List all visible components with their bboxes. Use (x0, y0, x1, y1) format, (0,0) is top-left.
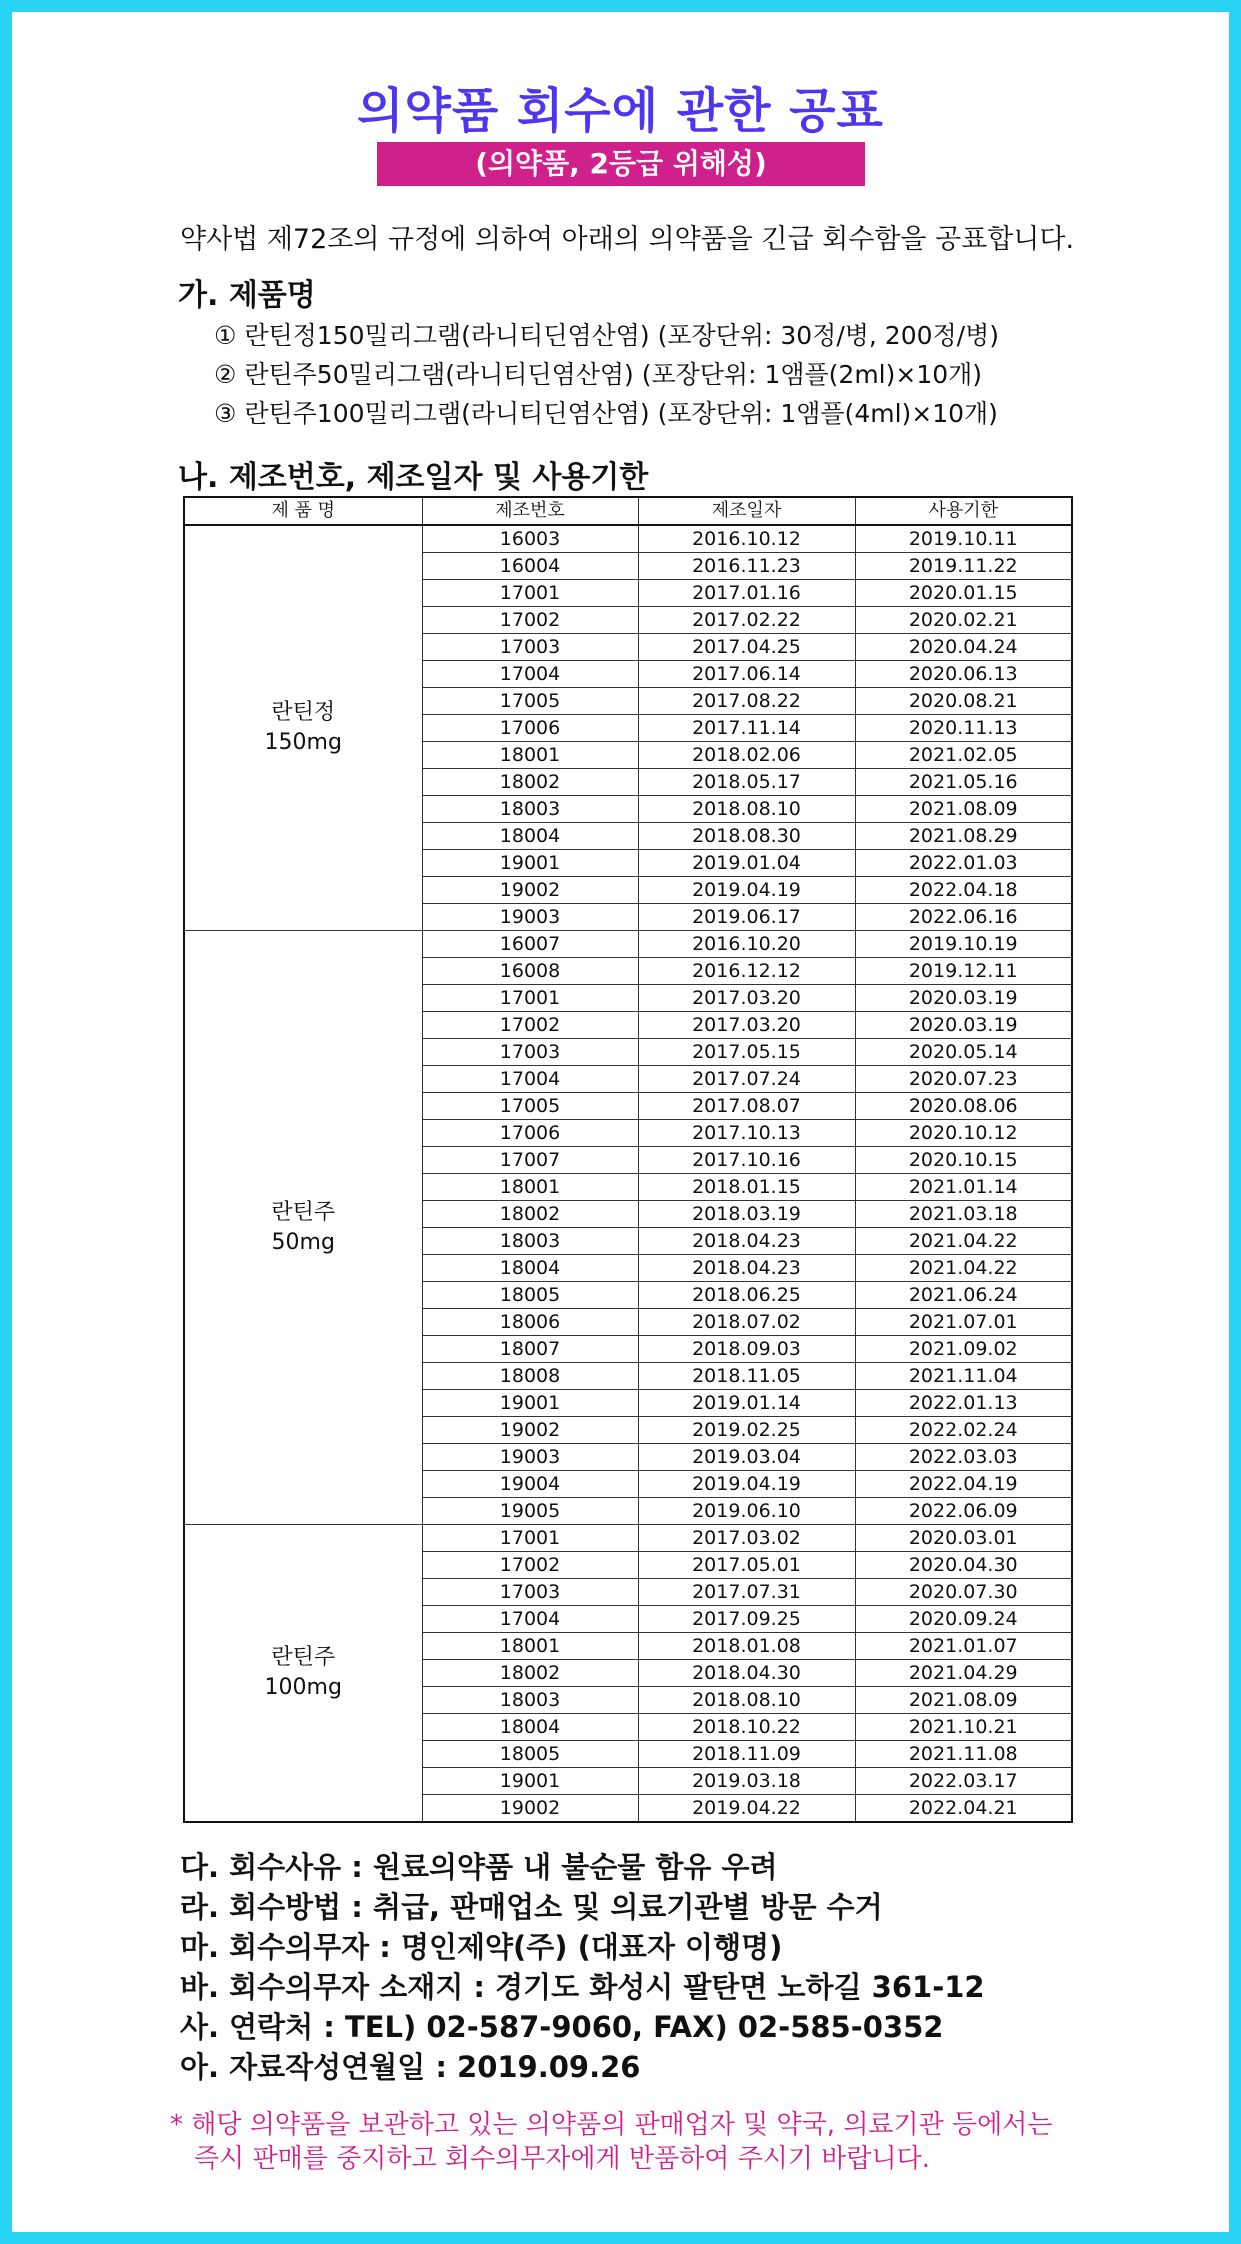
lot-number-cell: 18002 (422, 1201, 638, 1228)
expiry-date-cell: 2020.07.23 (855, 1066, 1072, 1093)
mfg-date-cell: 2017.08.22 (638, 688, 855, 715)
lot-number-cell: 18003 (422, 1687, 638, 1714)
expiry-date-cell: 2020.08.21 (855, 688, 1072, 715)
expiry-date-cell: 2021.02.05 (855, 742, 1072, 769)
lot-number-cell: 18003 (422, 1228, 638, 1255)
mfg-date-cell: 2017.05.15 (638, 1039, 855, 1066)
mfg-date-cell: 2017.07.24 (638, 1066, 855, 1093)
product-name-line2: 150mg (264, 730, 342, 755)
expiry-date-cell: 2020.03.19 (855, 1012, 1072, 1039)
lot-number-cell: 17002 (422, 1552, 638, 1579)
info-address: 바. 회수의무자 소재지 : 경기도 화성시 팔탄면 노하길 361-12 (180, 1970, 985, 2004)
expiry-date-cell: 2020.04.30 (855, 1552, 1072, 1579)
lot-number-cell: 18001 (422, 742, 638, 769)
lot-number-cell: 17004 (422, 1066, 638, 1093)
info-date: 아. 자료작성연월일 : 2019.09.26 (180, 2050, 641, 2084)
lot-number-cell: 17001 (422, 1525, 638, 1552)
mfg-date-cell: 2017.01.16 (638, 580, 855, 607)
lot-number-cell: 18004 (422, 1714, 638, 1741)
product-name-line1: 란틴주 (271, 1199, 336, 1225)
mfg-date-cell: 2018.08.10 (638, 796, 855, 823)
expiry-date-cell: 2021.10.21 (855, 1714, 1072, 1741)
lot-number-cell: 19002 (422, 877, 638, 904)
mfg-date-cell: 2017.06.14 (638, 661, 855, 688)
expiry-date-cell: 2021.08.09 (855, 796, 1072, 823)
expiry-date-cell: 2020.06.13 (855, 661, 1072, 688)
lot-number-cell: 18002 (422, 769, 638, 796)
mfg-date-cell: 2019.04.19 (638, 1471, 855, 1498)
lot-number-cell: 18004 (422, 1255, 638, 1282)
mfg-date-cell: 2019.03.18 (638, 1768, 855, 1795)
product-name-line1: 란틴주 (271, 1645, 336, 1670)
mfg-date-cell: 2019.04.19 (638, 877, 855, 904)
column-header-product: 제 품 명 (184, 497, 422, 525)
expiry-date-cell: 2022.04.18 (855, 877, 1072, 904)
product-item-1: ① 란틴정150밀리그램(라니티딘염산염) (포장단위: 30정/병, 200정/병) (214, 321, 999, 350)
expiry-date-cell: 2022.01.13 (855, 1390, 1072, 1417)
mfg-date-cell: 2017.11.14 (638, 715, 855, 742)
mfg-date-cell: 2017.10.16 (638, 1147, 855, 1174)
expiry-date-cell: 2019.11.22 (855, 553, 1072, 580)
mfg-date-cell: 2019.01.04 (638, 850, 855, 877)
lot-number-cell: 19001 (422, 1768, 638, 1795)
mfg-date-cell: 2018.02.06 (638, 742, 855, 769)
table-row (184, 1525, 1072, 1552)
lot-number-cell: 19001 (422, 850, 638, 877)
expiry-date-cell: 2021.11.08 (855, 1741, 1072, 1768)
column-header-mfg-date: 제조일자 (638, 497, 855, 525)
product-name-line2: 100mg (264, 1675, 342, 1700)
mfg-date-cell: 2017.08.07 (638, 1093, 855, 1120)
section-product-heading: 가. 제품명 (178, 278, 316, 313)
lot-number-cell: 19003 (422, 904, 638, 931)
expiry-date-cell: 2020.03.19 (855, 985, 1072, 1012)
lot-number-cell: 18001 (422, 1174, 638, 1201)
lot-number-cell: 17005 (422, 688, 638, 715)
expiry-date-cell: 2022.06.09 (855, 1498, 1072, 1525)
mfg-date-cell: 2017.02.22 (638, 607, 855, 634)
notice-line-1: * 해당 의약품을 보관하고 있는 의약품의 판매업자 및 약국, 의료기관 등에서는 (170, 2110, 1053, 2140)
mfg-date-cell: 2017.10.13 (638, 1120, 855, 1147)
lot-number-cell: 17006 (422, 1120, 638, 1147)
lot-number-cell: 17002 (422, 1012, 638, 1039)
lot-number-cell: 19004 (422, 1471, 638, 1498)
expiry-date-cell: 2019.10.11 (855, 525, 1072, 553)
page-title: 의약품 회수에 관한 공표 (357, 83, 884, 139)
lot-number-cell: 17004 (422, 661, 638, 688)
lot-number-cell: 18002 (422, 1660, 638, 1687)
expiry-date-cell: 2020.04.24 (855, 634, 1072, 661)
expiry-date-cell: 2020.01.15 (855, 580, 1072, 607)
expiry-date-cell: 2021.04.22 (855, 1228, 1072, 1255)
mfg-date-cell: 2018.07.02 (638, 1309, 855, 1336)
lot-number-cell: 17005 (422, 1093, 638, 1120)
lot-table-body (184, 525, 1072, 1822)
mfg-date-cell: 2017.04.25 (638, 634, 855, 661)
expiry-date-cell: 2022.04.21 (855, 1795, 1072, 1823)
mfg-date-cell: 2018.05.17 (638, 769, 855, 796)
product-name-cell (184, 931, 422, 1525)
lot-number-cell: 16007 (422, 931, 638, 958)
table-header-row (184, 497, 1072, 525)
table-row (184, 525, 1072, 553)
lot-number-cell: 17006 (422, 715, 638, 742)
lot-number-cell: 17003 (422, 634, 638, 661)
lot-number-cell: 18008 (422, 1363, 638, 1390)
lot-number-cell: 18005 (422, 1741, 638, 1768)
mfg-date-cell: 2017.09.25 (638, 1606, 855, 1633)
expiry-date-cell: 2022.02.24 (855, 1417, 1072, 1444)
intro-text: 약사법 제72조의 규정에 의하여 아래의 의약품을 긴급 회수함을 공표합니다. (180, 224, 1075, 255)
mfg-date-cell: 2018.03.19 (638, 1201, 855, 1228)
lot-number-cell: 18003 (422, 796, 638, 823)
notice-line-2: 즉시 판매를 중지하고 회수의무자에게 반품하여 주시기 바랍니다. (194, 2144, 930, 2174)
expiry-date-cell: 2019.10.19 (855, 931, 1072, 958)
mfg-date-cell: 2018.08.10 (638, 1687, 855, 1714)
mfg-date-cell: 2017.03.02 (638, 1525, 855, 1552)
mfg-date-cell: 2018.08.30 (638, 823, 855, 850)
lot-number-cell: 18004 (422, 823, 638, 850)
lot-number-cell: 19002 (422, 1417, 638, 1444)
lot-number-cell: 17004 (422, 1606, 638, 1633)
mfg-date-cell: 2018.04.23 (638, 1255, 855, 1282)
info-obligor: 마. 회수의무자 : 명인제약(주) (대표자 이행명) (180, 1930, 783, 1964)
expiry-date-cell: 2020.07.30 (855, 1579, 1072, 1606)
expiry-date-cell: 2021.07.01 (855, 1309, 1072, 1336)
lot-number-cell: 17001 (422, 985, 638, 1012)
mfg-date-cell: 2019.02.25 (638, 1417, 855, 1444)
lot-number-cell: 19001 (422, 1390, 638, 1417)
expiry-date-cell: 2021.08.29 (855, 823, 1072, 850)
lot-number-cell: 18006 (422, 1309, 638, 1336)
expiry-date-cell: 2021.04.22 (855, 1255, 1072, 1282)
info-reason: 다. 회수사유 : 원료의약품 내 불순물 함유 우려 (180, 1850, 778, 1884)
lot-number-cell: 19002 (422, 1795, 638, 1823)
product-name-line1: 란틴정 (271, 700, 336, 725)
expiry-date-cell: 2020.11.13 (855, 715, 1072, 742)
mfg-date-cell: 2016.11.23 (638, 553, 855, 580)
lot-number-cell: 16004 (422, 553, 638, 580)
lot-number-cell: 19003 (422, 1444, 638, 1471)
mfg-date-cell: 2019.04.22 (638, 1795, 855, 1823)
expiry-date-cell: 2020.02.21 (855, 607, 1072, 634)
mfg-date-cell: 2018.11.05 (638, 1363, 855, 1390)
lot-table (183, 496, 1073, 1823)
mfg-date-cell: 2019.01.14 (638, 1390, 855, 1417)
expiry-date-cell: 2020.05.14 (855, 1039, 1072, 1066)
mfg-date-cell: 2016.12.12 (638, 958, 855, 985)
mfg-date-cell: 2018.06.25 (638, 1282, 855, 1309)
expiry-date-cell: 2022.03.17 (855, 1768, 1072, 1795)
expiry-date-cell: 2021.01.07 (855, 1633, 1072, 1660)
info-contact: 사. 연락처 : TEL) 02-587-9060, FAX) 02-585-0352 (180, 2010, 944, 2044)
mfg-date-cell: 2017.07.31 (638, 1579, 855, 1606)
mfg-date-cell: 2019.06.10 (638, 1498, 855, 1525)
product-name-line2: 50mg (271, 1229, 335, 1255)
column-header-lot: 제조번호 (422, 497, 638, 525)
expiry-date-cell: 2020.03.01 (855, 1525, 1072, 1552)
mfg-date-cell: 2018.04.23 (638, 1228, 855, 1255)
product-name-cell (184, 1525, 422, 1823)
mfg-date-cell: 2018.11.09 (638, 1741, 855, 1768)
lot-number-cell: 17002 (422, 607, 638, 634)
expiry-date-cell: 2022.04.19 (855, 1471, 1072, 1498)
section-lot-heading: 나. 제조번호, 제조일자 및 사용기한 (178, 460, 649, 495)
mfg-date-cell: 2019.03.04 (638, 1444, 855, 1471)
lot-number-cell: 17007 (422, 1147, 638, 1174)
mfg-date-cell: 2017.05.01 (638, 1552, 855, 1579)
lot-number-cell: 18007 (422, 1336, 638, 1363)
lot-number-cell: 18005 (422, 1282, 638, 1309)
expiry-date-cell: 2019.12.11 (855, 958, 1072, 985)
expiry-date-cell: 2021.09.02 (855, 1336, 1072, 1363)
mfg-date-cell: 2017.03.20 (638, 1012, 855, 1039)
expiry-date-cell: 2021.01.14 (855, 1174, 1072, 1201)
expiry-date-cell: 2022.03.03 (855, 1444, 1072, 1471)
mfg-date-cell: 2016.10.12 (638, 525, 855, 553)
page-subtitle-badge: (의약품, 2등급 위해성) (377, 142, 865, 186)
mfg-date-cell: 2016.10.20 (638, 931, 855, 958)
expiry-date-cell: 2021.06.24 (855, 1282, 1072, 1309)
expiry-date-cell: 2021.03.18 (855, 1201, 1072, 1228)
expiry-date-cell: 2021.08.09 (855, 1687, 1072, 1714)
lot-number-cell: 19005 (422, 1498, 638, 1525)
column-header-expiry: 사용기한 (855, 497, 1072, 525)
expiry-date-cell: 2020.10.15 (855, 1147, 1072, 1174)
mfg-date-cell: 2017.03.20 (638, 985, 855, 1012)
product-name-cell (184, 525, 422, 931)
expiry-date-cell: 2021.04.29 (855, 1660, 1072, 1687)
expiry-date-cell: 2022.06.16 (855, 904, 1072, 931)
mfg-date-cell: 2018.09.03 (638, 1336, 855, 1363)
table-row (184, 931, 1072, 958)
mfg-date-cell: 2019.06.17 (638, 904, 855, 931)
mfg-date-cell: 2018.04.30 (638, 1660, 855, 1687)
mfg-date-cell: 2018.01.15 (638, 1174, 855, 1201)
expiry-date-cell: 2021.11.04 (855, 1363, 1072, 1390)
expiry-date-cell: 2020.08.06 (855, 1093, 1072, 1120)
product-item-3: ③ 란틴주100밀리그램(라니티딘염산염) (포장단위: 1앰플(4ml)×10개) (214, 399, 998, 428)
lot-number-cell: 17003 (422, 1579, 638, 1606)
expiry-date-cell: 2020.10.12 (855, 1120, 1072, 1147)
expiry-date-cell: 2020.09.24 (855, 1606, 1072, 1633)
lot-number-cell: 17003 (422, 1039, 638, 1066)
expiry-date-cell: 2021.05.16 (855, 769, 1072, 796)
product-item-2: ② 란틴주50밀리그램(라니티딘염산염) (포장단위: 1앰플(2ml)×10개) (214, 360, 983, 389)
lot-number-cell: 16008 (422, 958, 638, 985)
lot-number-cell: 18001 (422, 1633, 638, 1660)
mfg-date-cell: 2018.10.22 (638, 1714, 855, 1741)
lot-number-cell: 16003 (422, 525, 638, 553)
lot-number-cell: 17001 (422, 580, 638, 607)
info-method: 라. 회수방법 : 취급, 판매업소 및 의료기관별 방문 수거 (180, 1890, 883, 1924)
expiry-date-cell: 2022.01.03 (855, 850, 1072, 877)
mfg-date-cell: 2018.01.08 (638, 1633, 855, 1660)
